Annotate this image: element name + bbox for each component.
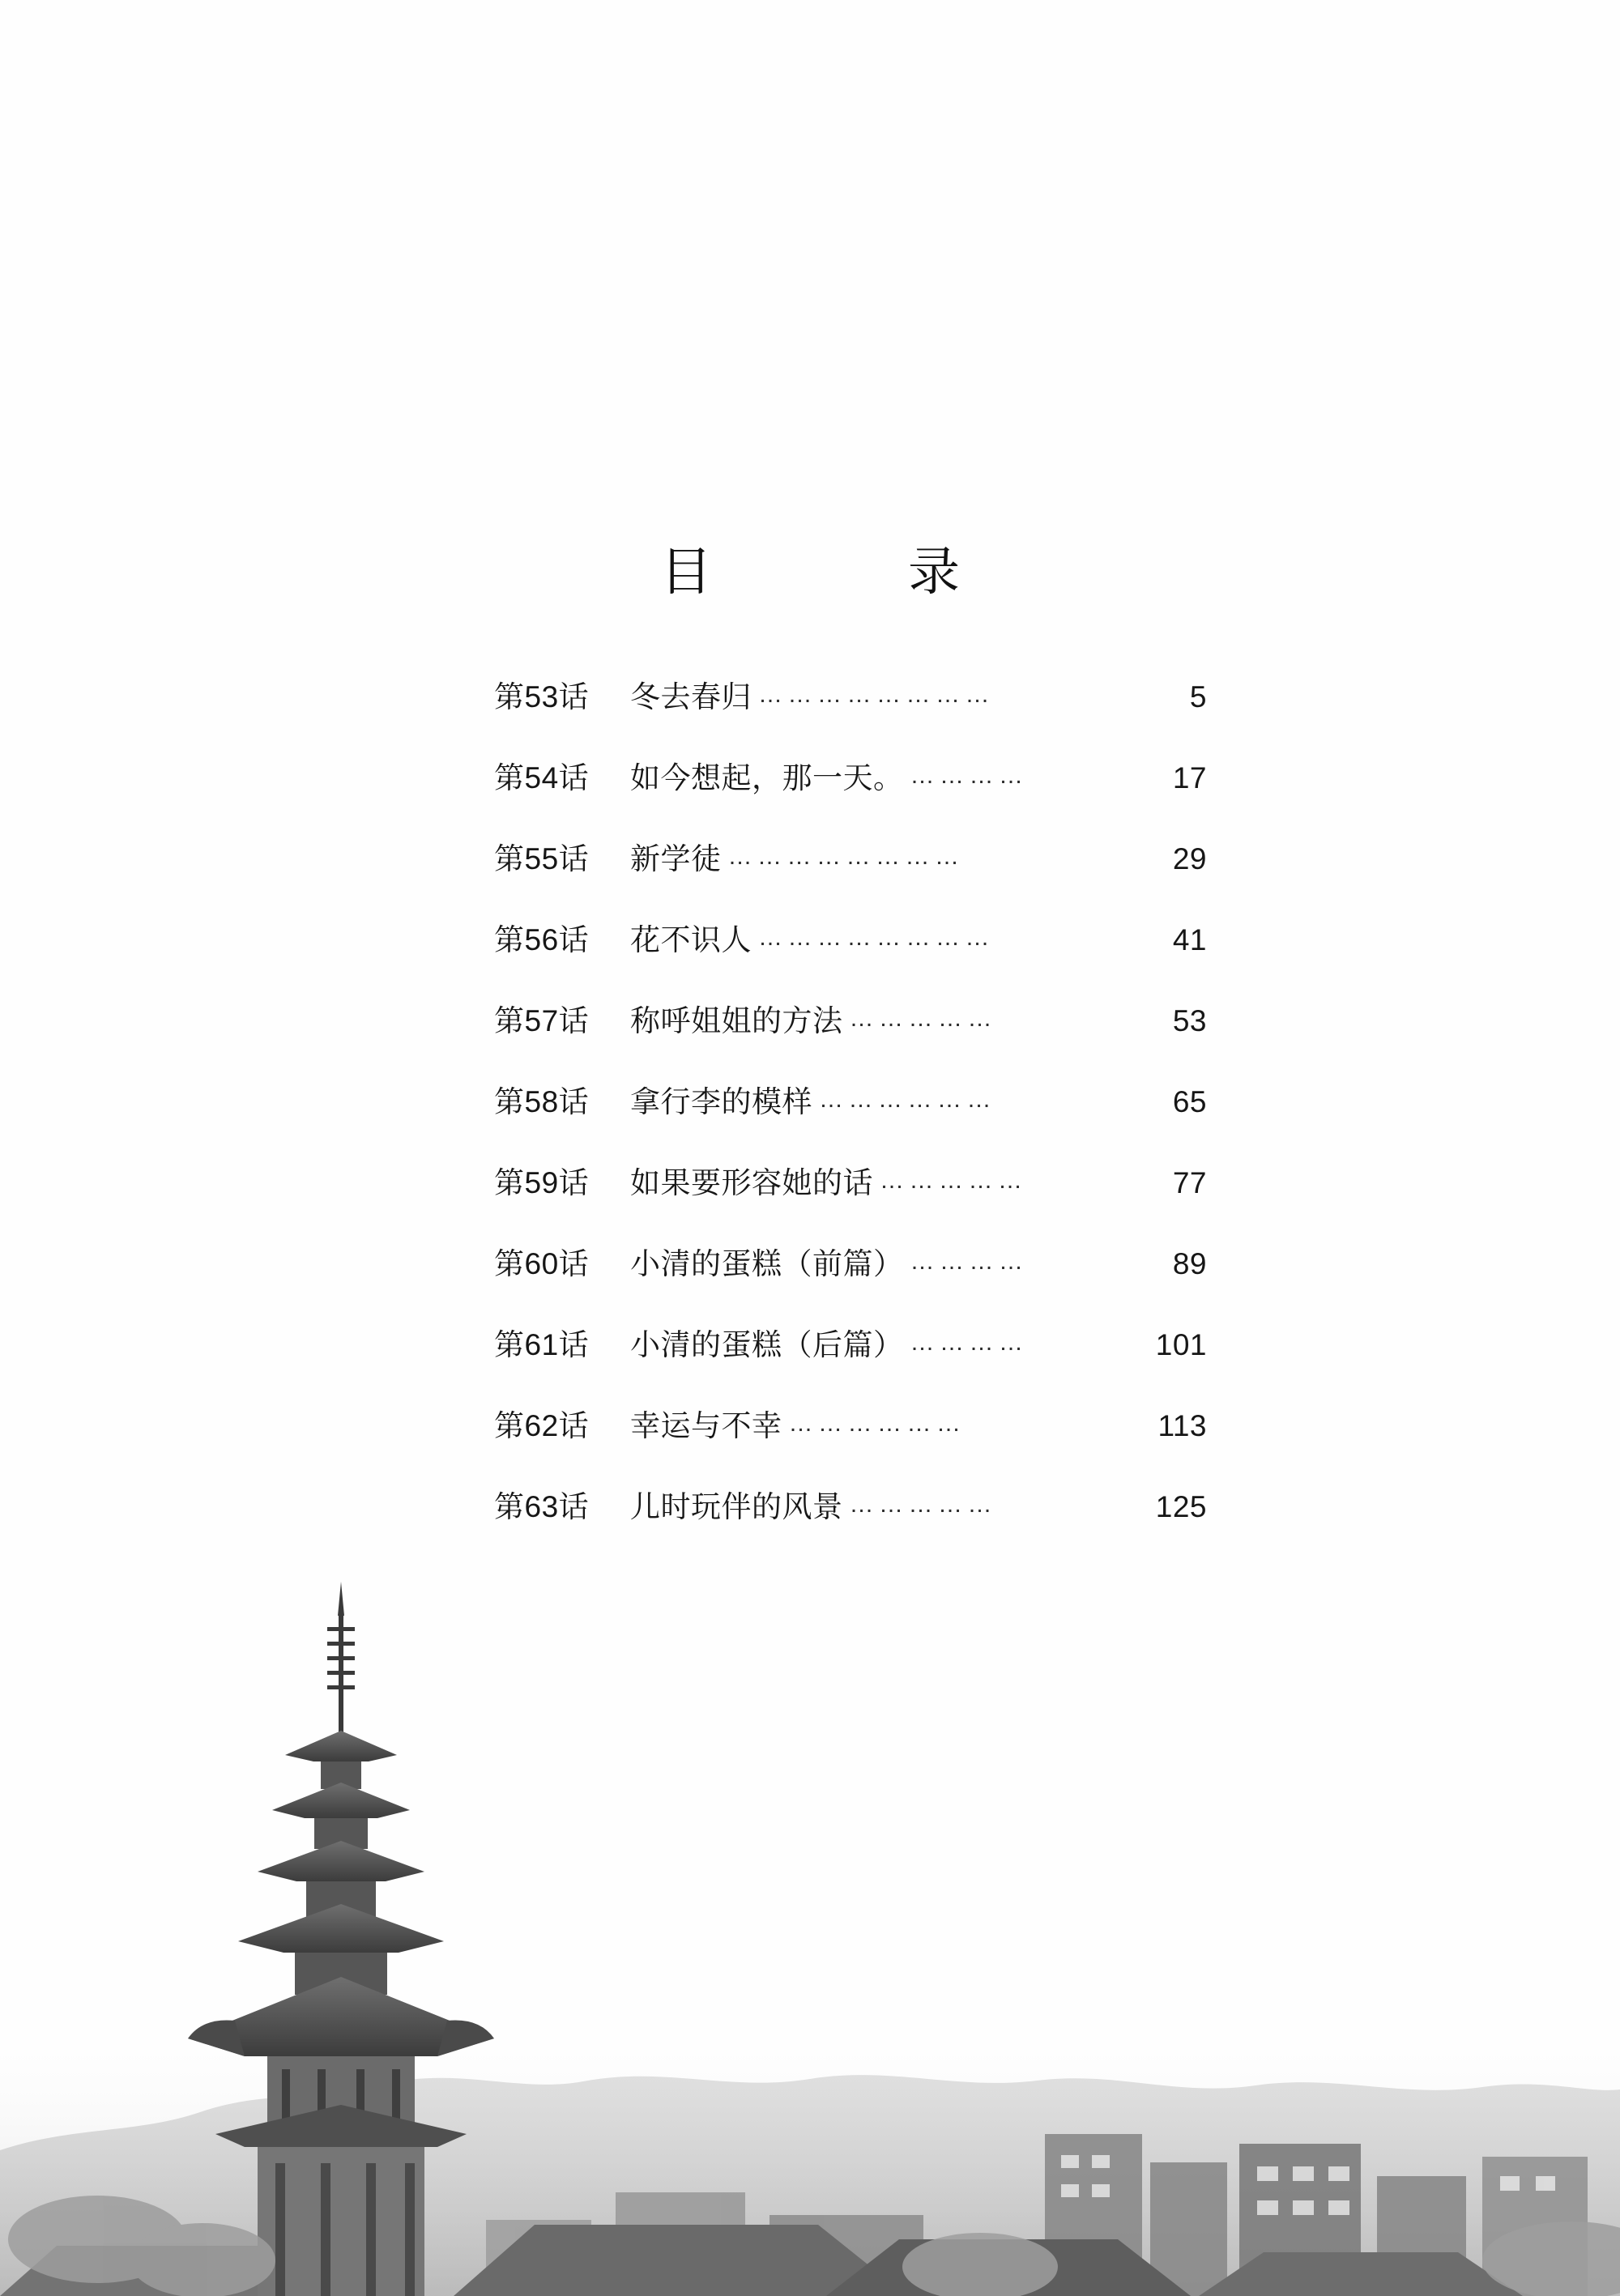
toc-leader-dots: ………… [910, 1329, 1029, 1356]
toc-entry-number: 第63话 [494, 1490, 590, 1523]
toc-entry[interactable] [494, 1320, 1207, 1401]
toc-leader-dots: …………… [880, 1167, 1028, 1194]
toc-leader-dots: ……………… [788, 1410, 966, 1437]
toc-leader-dots: …………………… [758, 924, 995, 951]
toc-leader-dots: …………… [849, 1491, 997, 1518]
toc-entry-number: 第58话 [494, 1085, 590, 1118]
toc-leader-dots: …………… [849, 1005, 997, 1032]
toc-entry[interactable] [494, 1401, 1207, 1482]
toc-entry-title: 幸运与不幸 [630, 1409, 782, 1442]
toc-entry-page: 17 [1172, 761, 1207, 794]
toc-entry[interactable] [494, 996, 1207, 1077]
page-title: 目 录 [660, 543, 991, 601]
toc-entry-number: 第54话 [494, 761, 590, 794]
toc-entry-title: 拿行李的模样 [630, 1085, 812, 1118]
distant-hills [0, 2075, 1620, 2296]
toc-entry-page: 29 [1172, 842, 1207, 875]
toc-entry[interactable] [494, 1482, 1207, 1563]
toc-entry-number: 第57话 [494, 1004, 590, 1037]
toc-entry-number: 第61话 [494, 1328, 590, 1361]
toc-leader-dots: …………………… [727, 843, 965, 870]
toc-entry-page: 53 [1172, 1004, 1207, 1037]
toc-entry-page: 89 [1172, 1247, 1207, 1280]
toc-entry-page: 101 [1155, 1328, 1207, 1361]
toc-entry-title: 新学徒 [630, 842, 722, 875]
toc-entry-title: 如果要形容她的话 [630, 1166, 873, 1199]
toc-entry-number: 第62话 [494, 1409, 590, 1442]
toc-entry-title: 儿时玩伴的风景 [630, 1490, 843, 1523]
toc-entry-title: 称呼姐姐的方法 [630, 1004, 843, 1037]
toc-leader-dots: ………… [910, 762, 1029, 789]
toc-entry[interactable] [494, 753, 1207, 834]
pagoda [188, 1582, 494, 2296]
toc-entry-page: 65 [1172, 1085, 1207, 1118]
toc-entry-page: 125 [1155, 1490, 1207, 1523]
toc-entry-number: 第59话 [494, 1166, 590, 1199]
toc-entry[interactable] [494, 915, 1207, 996]
toc-entry[interactable] [494, 1239, 1207, 1320]
toc-entry[interactable] [494, 672, 1207, 753]
mist-wash [0, 2021, 1620, 2296]
toc-leader-dots: ………… [910, 1248, 1029, 1275]
toc-entry-page: 5 [1189, 680, 1207, 714]
toc-entry[interactable] [494, 1158, 1207, 1239]
toc-entry-number: 第53话 [494, 680, 590, 714]
toc-entry-number: 第56话 [494, 923, 590, 956]
toc-entry[interactable] [494, 1077, 1207, 1158]
toc-entry-number: 第55话 [494, 842, 590, 875]
toc-entry-page: 113 [1157, 1409, 1207, 1442]
pagoda-illustration [0, 1567, 1620, 2296]
toc-entry-page: 77 [1172, 1166, 1207, 1199]
toc-leader-dots: …………………… [758, 681, 995, 708]
toc-entry-number: 第60话 [494, 1247, 590, 1280]
toc-leader-dots: ……………… [819, 1086, 996, 1113]
toc-entry-title: 冬去春归 [630, 680, 752, 714]
toc-list [494, 672, 1207, 1563]
toc-entry-title: 小清的蛋糕（后篇） [630, 1328, 904, 1361]
machiya-roofs [0, 2225, 1523, 2296]
toc-entry-title: 花不识人 [630, 923, 752, 956]
townscape-buildings [486, 2134, 1588, 2296]
toc-entry-page: 41 [1172, 923, 1207, 956]
foliage [8, 2196, 1620, 2296]
toc-entry[interactable] [494, 834, 1207, 915]
toc-entry-title: 小清的蛋糕（前篇） [630, 1247, 904, 1280]
toc-entry-title: 如今想起，那一天。 [630, 761, 904, 794]
